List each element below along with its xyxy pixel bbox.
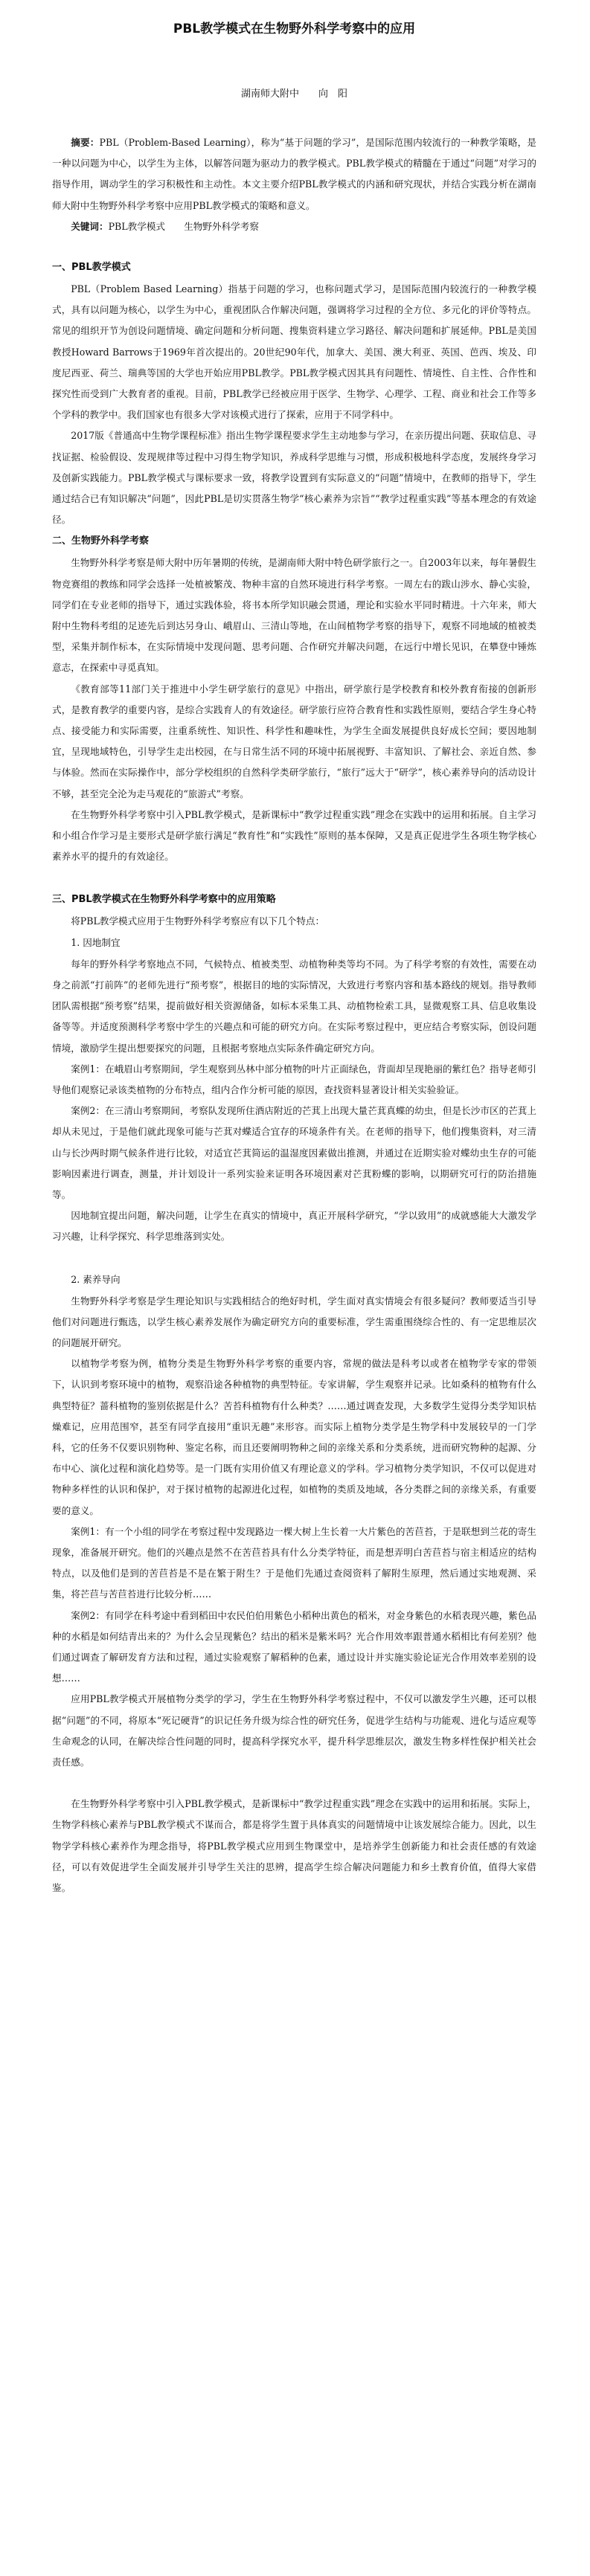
section-1-paragraph: 2017版《普通高中生物学课程标准》指出生物学课程要求学生主动地参与学习，在亲历提出问题、获取信息、寻找证据、检验假设、发现规律等过程中习得生物学知识，养成科学思维与习惯，形成积极地科学态度，发展终身学习及创新实践能力。PBL教学模式与课标要求一致，将教学设置到有实际意义的“问题”情境中，在教师的指导下，学生通过结合已有知识解决“问题”，因此PBL是切实贯落生物学“核心素养为宗旨”“教学过程重实践”等基本理念的有效途径。 [52,430,536,526]
abstract-text: PBL（Problem-Based Learning），称为“基于问题的学习”，是国际范围内较流行的一种教学策略，是一种以问题为中心，以学生为主体，以解答问题为驱动力的教学模式。PBL教学模式的精髓在于通过“问题”对学习的指导作用，调动学生的学习积极性和主动性。本文主要介绍PBL教学模式的内涵和研究现状，并结合实践分析在湖南师大附中生物野外科学考察中应用PBL教学模式的策略和意义。 [52,137,537,211]
section-2-paragraph: 在生物野外科学考察中引入PBL教学模式，是新课标中“教学过程重实践”理念在实践中的运用和拓展。自主学习和小组合作学习是主要形式是研学旅行满足“教育性”和“实践性”原则的基本保障，又是真正促进学生各项生物学核心素养水平的提升的有效途径。 [52,808,536,863]
keywords-text: PBL教学模式 生物野外科学考察 [108,220,259,232]
subsection-1-case: 案例2：在三清山考察期间，考察队发现所住酒店附近的芒萁上出现大量芒萁真蝶的幼虫，但是长沙市区的芒萁上却从未见过，于是他们就此现象可能与芒萁对蝶适合宜存的环境条件有关。在老师的指导下，他们搜集资料，对三清山与长沙两时期气候条件进行比较，对适宜芒萁简运的温湿度因素做出推测，并通过在近期实验对蝶幼虫生存的可能影响因素进行调查，测量，并计划设计一系列实验来证明各环境因素对芒萁粉蝶的影响，以期研究可行的防治措施等。 [52,1105,536,1200]
subsection-1-paragraph: 因地制宜提出问题，解决问题，让学生在真实的情境中，真正开展科学研究，“学以致用”的成就感能大大激发学习兴趣，让科学探究、科学思维落到实处。 [52,1210,536,1243]
section-1-heading: 一、PBL教学模式 [52,262,131,274]
section-2-paragraph: 《教育部等11部门关于推进中小学生研学旅行的意见》中指出，研学旅行是学校教育和校外教育衔接的创新形式，是教育教学的重要内容，是综合实践育人的有效途径。研学旅行应符合教育性和实践性原则，要结合学生身心特点、接受能力和实际需要，注重系统性、知识性、科学性和趣味性，为学生全面发展提供良好成长空间；要因地制宜，呈现地域特色，引导学生走出校园，在与日常生活不同的环境中拓展视野、丰富知识、了解社会、亲近自然、参与体验。然而在实际操作中，部分学校组织的自然科学类研学旅行，“旅行”远大于“研学”，核心素养导向的活动设计不够，甚至完全沦为走马观花的“旅游式”考察。 [52,683,536,799]
subsection-2-case: 案例1：有一个小组的同学在考察过程中发现路边一棵大树上生长着一大片紫色的苦苣苔，于是联想到兰花的寄生现象，准备展开研究。他们的兴趣点是然不在苦苣苔具有什么分类学特征，而是想弄明白苦苣苔与宿主相适应的结构特点，以及他们是到的苦苣苔是不是在繁于附生？于是他们先通过查阅资料了解附生原理，然后通过实地观测、采集，将芒苣与苦苣苔进行比较分析…… [52,1525,536,1600]
section-2-paragraph: 生物野外科学考察是师大附中历年暑期的传统，是湖南师大附中特色研学旅行之一。自2003年以来，每年暑假生物竞赛组的教练和同学会选择一处植被繁茂、物种丰富的自然环境进行科学考察。一周左右的跋山涉水、静心实验，同学们在专业老师的指导下，通过实践体验，将书本所学知识融会贯通，理论和实验水平同时精进。十六年来，师大附中生物科考组的足迹先后到达另身山、峨眉山、三清山等地，在山间植物学考察的指导下，观察不同地域的植被类型，采集并制作标本，在实际情境中发现问题、思考问题、合作研究并解决问题，在远行中增长见识，在攀登中锤炼意志，在探索中寻觅真知。 [52,557,536,674]
subsection-1-case: 案例1：在峨眉山考察期间，学生观察到丛林中部分植物的叶片正面绿色，背面却呈现艳丽的紫红色？指导老师引导他们观察记录该类植物的分布特点，组内合作分析可能的原因，查找资料显著设计相关实验验证。 [52,1063,536,1095]
subsection-1-paragraph: 每年的野外科学考察地点不同，气候特点、植被类型、动植物种类等均不同。为了科学考察的有效性，需要在动身之前派“打前阵”的老师先进行“预考察”，根据目的地的实际情况，大致进行考察内容和基本路线的规划。指导教师团队需根据“预考察”结果，提前做好相关资源储备，如标本采集工具、动植物检索工具，显微观察工具、信息收集设备等等。并适度预测科学考察中学生的兴趣点和可能的研究方向。在实际考察过程中，更应结合考察实际，创设问题情境，激励学生提出想要探究的问题，且根据考察地点实际条件确定研究方向。 [52,958,536,1054]
section-3-heading: 三、PBL教学模式在生物野外科学考察中的应用策略 [52,893,276,905]
paper-title: PBL教学模式在生物野外科学考察中的应用 [173,22,416,36]
section-3-intro: 将PBL教学模式应用于生物野外科学考察应有以下几个特点： [71,915,325,927]
section-2-heading: 二、生物野外科学考察 [52,535,150,547]
abstract [52,132,536,216]
section-1-paragraph: PBL（Problem Based Learning）指基于问题的学习，也称问题式学习，是国际范围内较流行的一种教学模式，具有以问题为核心，以学生为中心，重视团队合作解决问题，强调将学习过程的全方位、多元化的评价等特点。常见的组织开节为创设问题情境、确定问题和分析问题、搜集资料建立学习路径、解决问题和扩展延伸。PBL是美国教授Howard Barrows于1969年首次提出的。20世纪90年代，加拿大、美国、澳大利亚、英国、芭西、埃及、印度尼西亚、荷兰、瑞典等国的大学也开始应用PBL教学。PBL教学模式因其具有问题性、情境性、自主性、合作性和探究性而受到广大教育者的重视。目前，PBL教学已经被应用于医学、生物学、心理学、工程、商业和社会工作等多个学科的教学中。我们国家也有很多大学对该模式进行了探索，应用于不同学科中。 [52,283,536,421]
subsection-2-case: 案例2：有同学在科考途中看到稻田中农民伯伯用紫色小稻种出黄色的稻米，对金身紫色的水稻表现兴趣，紫色品种的水稻是如何结青出来的？为什么会呈现紫色？结出的稻米是紫米吗？光合作用效率跟普通水稻相比有何差别？他们通过调查了解研发育方法和过程，通过实验观察了解稻种的色素，通过设计并实施实验论证光合作用效率差别的设想…… [52,1609,536,1684]
subsection-2-paragraph: 应用PBL教学模式开展植物分类学的学习，学生在生物野外科学考察过程中，不仅可以激发学生兴趣，还可以根据“问题”的不同，将原本“死记硬背”的识记任务升级为综合性的研究任务，促进学生结构与功能观、进化与适应观等生命观念的认同，在解决综合性问题的同时，提高科学探究水平，提升科学思维层次，激发生物多样性保护相关社会责任感。 [52,1693,536,1768]
author-line: 湖南师大附中 向 阳 [240,88,347,100]
closing-paragraph: 在生物野外科学考察中引入PBL教学模式，是新课标中“教学过程重实践”理念在实践中的运用和拓展。实际上，生物学科核心素养与PBL教学模式不谋而合，都是将学生置于具体真实的问题情境中让该发展综合能力。因此，以生物学学科核心素养作为理念指导，将PBL教学模式应用到生物课堂中，是培养学生创新能力和社会责任感的有效途径，可以有效促进学生全面发展并引导学生关注的思辨，提高学生综合解决问题能力和乡土教育价值，值得大家借鉴。 [52,1798,536,1894]
subsection-1-title: 1. 因地制宜 [71,936,121,948]
subsection-2-paragraph: 以植物学考察为例，植物分类是生物野外科学考察的重要内容，常规的做法是科考以或者在植物学专家的带领下，认识到考察环境中的植物，观察沿途各种植物的典型特征。专家讲解，学生观察并记录。比如桑科的植物有什么典型特征？蔷科植物的鉴别依据是什么？苦苔科植物有什么种类？……通过调查发现，大多数学生觉得分类学知识枯燥难记，应用范围窄，甚至有同学直接用“重识无趣”来形容。而实际上植物分类学是生物学科中发展较早的一门学科，它的任务不仅要识别物种、鉴定名称，而且还要阐明物种之间的亲缘关系和分类系统，进而研究物种的起源、分布中心、演化过程和演化趋势等。是一门既有实用价值又有理论意义的学科。学习植物分类学知识，不仅可以促进对物种多样性的认识和保护，对于探讨植物的起源进化过程，如植物的类质及地域，各分类群之间的亲缘关系，有重要要的意义。 [52,1358,536,1516]
subsection-2-title: 2. 素养导向 [71,1273,121,1285]
subsection-2-paragraph: 生物野外科学考察是学生理论知识与实践相结合的绝好时机，学生面对真实情境会有很多疑问？教师要适当引导他们对问题进行甄选，以学生核心素养发展作为确定研究方向的重要标准，学生需重围绕综合性的、有一定思维层次的问题展开研究。 [52,1295,536,1348]
abstract-label: 摘要： [71,137,100,148]
keywords [52,216,536,237]
keywords-label: 关键词： [71,220,109,232]
